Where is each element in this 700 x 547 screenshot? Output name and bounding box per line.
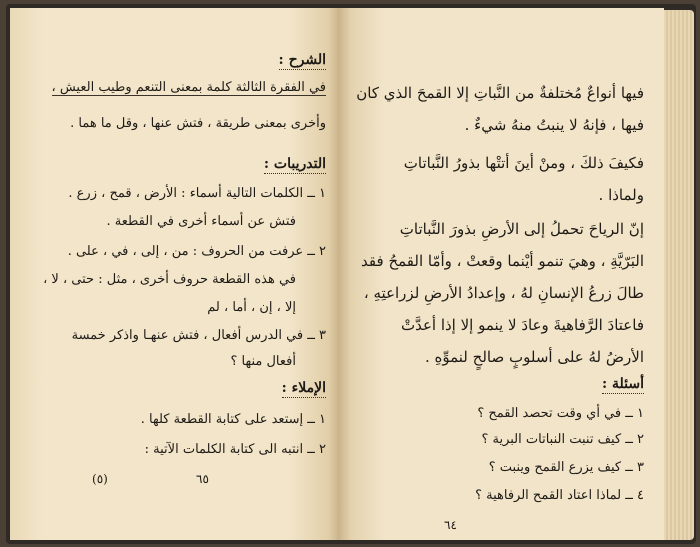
- left-page: [10, 8, 338, 540]
- book-spread: [6, 4, 696, 544]
- text-line-5: إنّ الرياحَ تحملُ إلى الأرضِ بذورَ النَّباتاتِ: [399, 220, 644, 238]
- text-line-8: فاعتادَ الرَّفاهيةَ وعادَ لا ينمو إلا إذا أعدَّتْ: [400, 316, 644, 334]
- text-line-4: ولماذا .: [598, 186, 644, 204]
- imla-line-1: ١ ــ إستعد على كتابة القطعة كلها .: [140, 412, 326, 427]
- text-line-1: فيها أنواعٌ مُختلفةٌ من النَّباتِ إلا القمحَ الذي كان: [356, 84, 644, 102]
- tadribat-heading: التدريبات :: [263, 156, 326, 172]
- text-line-6: البَرّيَّةِ ، وهيَ تنمو أيْنما وقعتْ ، وأمّا القمحُ فقد: [361, 252, 644, 270]
- question-2: ٢ ــ كيف تنبت النباتات البرية ؟: [481, 432, 644, 447]
- tadribat-line-3: ٢ ــ عرفت من الحروف : من ، إلى ، في ، على .: [67, 244, 326, 259]
- page-number-left: ٦٥: [196, 472, 209, 486]
- page-number-right: ٦٤: [444, 518, 457, 532]
- question-1: ١ ــ في أي وقت تحصد القمح ؟: [477, 406, 644, 421]
- sharh-heading: الشرح :: [278, 52, 326, 68]
- imla-heading: الإملاء :: [281, 380, 326, 396]
- tadribat-line-6: ٣ ــ في الدرس أفعال ، فتش عنهـا واذكر خمسة: [71, 328, 326, 343]
- sharh-line-1: في الفقرة الثالثة كلمة بمعنى التنعم وطيب العيش ،: [51, 80, 326, 95]
- text-line-3: فكيفَ ذلكَ ، ومنْ أينَ أتتْها بذورُ النَّباتاتِ: [403, 154, 644, 172]
- tadribat-line-7: أفعال منها ؟: [230, 354, 296, 369]
- question-4: ٤ ــ لماذا اعتاد القمح الرفاهية ؟: [475, 488, 644, 503]
- page-edges: [664, 10, 694, 540]
- sharh-line-2: وأخرى بمعنى طريقة ، فتش عنها ، وقل ما هما .: [70, 116, 326, 131]
- tadribat-line-2: فتش عن أسماء أخرى في القطعة .: [106, 214, 296, 229]
- tadribat-line-1: ١ ــ الكلمات التالية أسماء : الأرض ، قمح ، زرع .: [68, 186, 326, 201]
- question-3: ٣ ــ كيف يزرع القمح وينبت ؟: [488, 460, 644, 475]
- right-page: [338, 8, 664, 540]
- text-line-2: فيها ، فإنهُ لا ينبتُ منهُ شيءٌ .: [464, 116, 644, 134]
- tadribat-line-5: إلا ، إن ، أما ، لم: [207, 300, 296, 315]
- asila-heading: أسئلة :: [601, 376, 644, 392]
- tadribat-line-4: في هذه القطعة حروف أخرى ، مثل : حتى ، لا ،: [43, 272, 296, 287]
- bracket-number: (٥): [92, 472, 108, 486]
- text-line-7: طالَ زرعُ الإنسانِ لهُ ، وإعدادُ الأرضِ لزراعتِهِ ،: [363, 284, 644, 302]
- imla-line-2: ٢ ــ انتبه الى كتابة الكلمات الآتية :: [144, 442, 326, 457]
- text-line-9: الأرضُ لهُ على أسلوبٍ صالحٍ لنموِّهِ .: [424, 348, 644, 366]
